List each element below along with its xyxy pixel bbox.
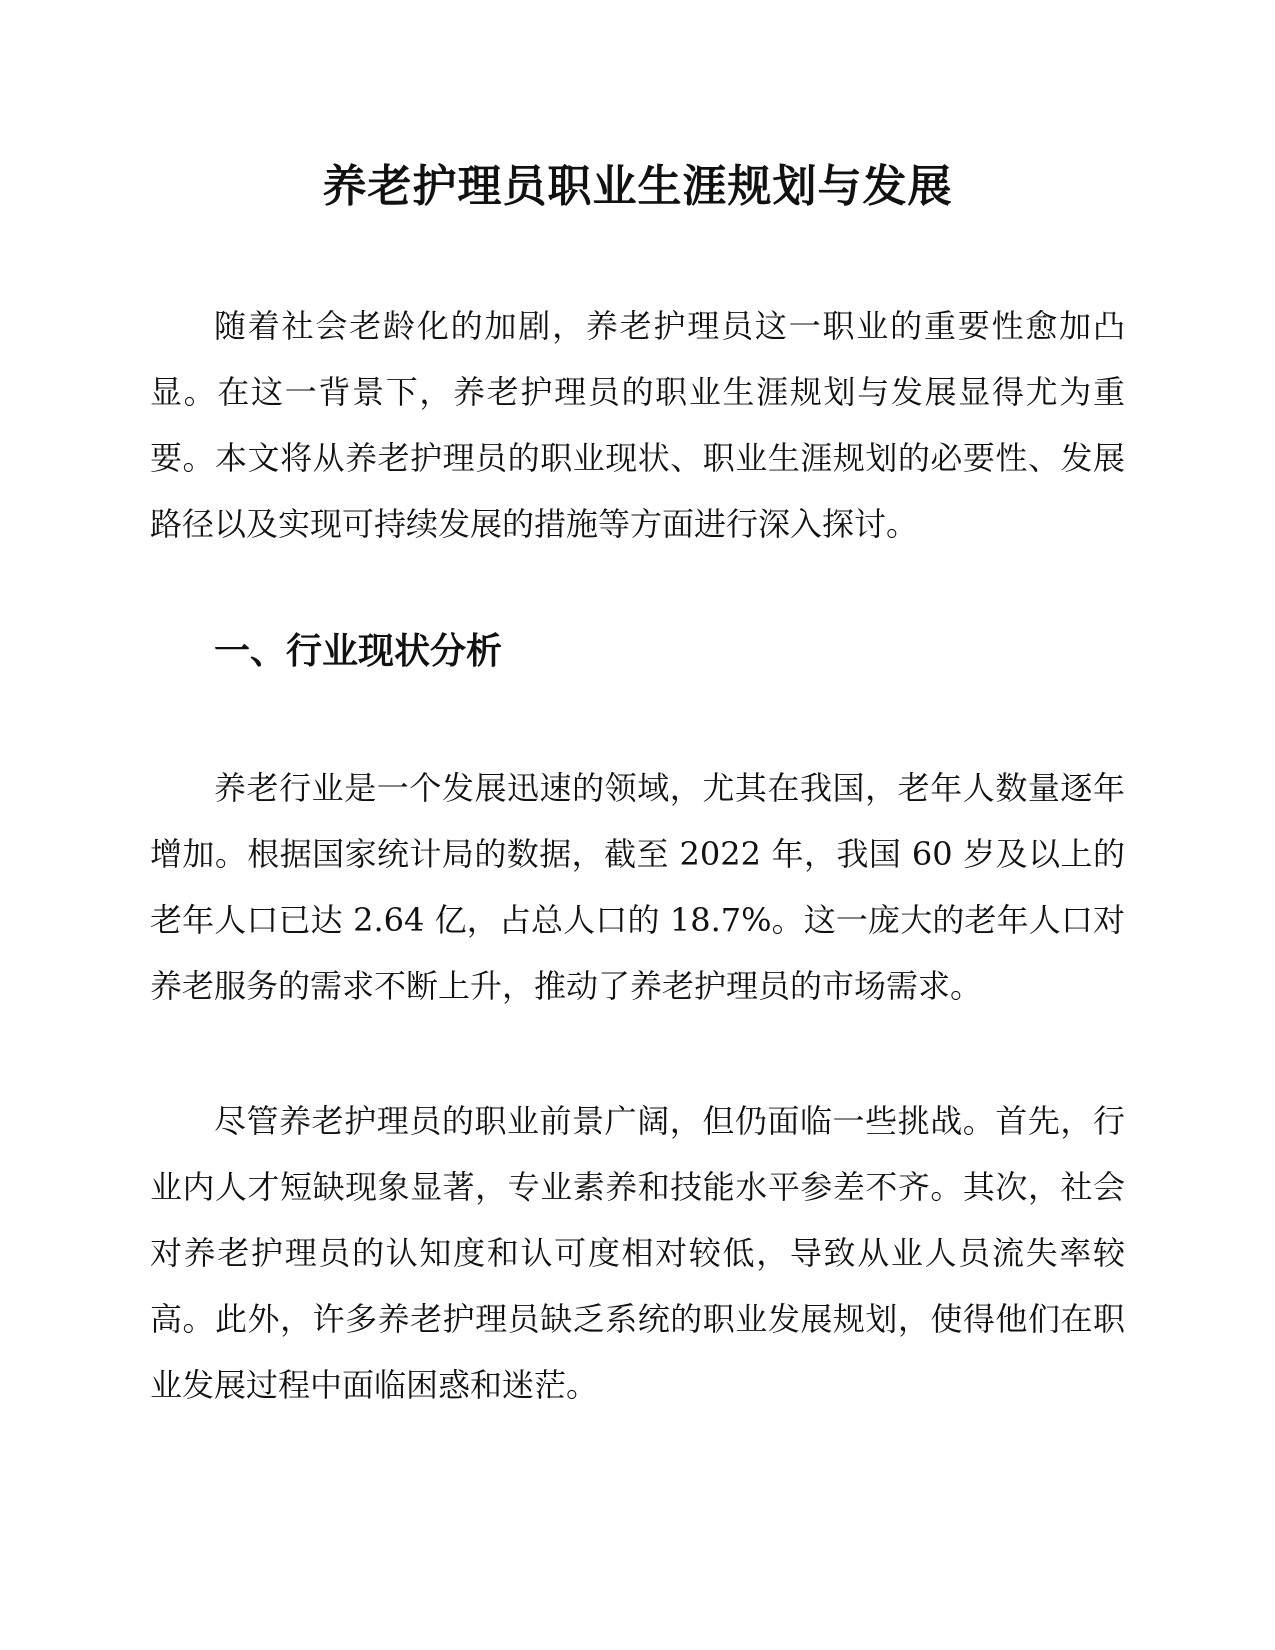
section-paragraph-1: 养老行业是一个发展迅速的领域，尤其在我国，老年人数量逐年增加。根据国家统计局的数据，截至 2022 年，我国 60 岁及以上的老年人口已达 2.64 亿，占总人口的 18.7%。这一庞大的老年人口对养老服务的需求不断上升，推动了养老护理员的市场需求。 <box>150 769 1125 1005</box>
document-title: 养老护理员职业生涯规划与发展 <box>322 161 953 212</box>
section-paragraph-2: 尽管养老护理员的职业前景广阔，但仍面临一些挑战。首先，行业内人才短缺现象显著，专业素养和技能水平参差不齐。其次，社会对养老护理员的认知度和认可度相对较低，导致从业人员流失率较高。此外，许多养老护理员缺乏系统的职业发展规划，使得他们在职业发展过程中面临困惑和迷茫。 <box>150 1102 1125 1404</box>
section-heading: 一、行业现状分析 <box>214 631 503 672</box>
intro-paragraph: 随着社会老龄化的加剧，养老护理员这一职业的重要性愈加凸显。在这一背景下，养老护理员的职业生涯规划与发展显得尤为重要。本文将从养老护理员的职业现状、职业生涯规划的必要性、发展路径以及实现可持续发展的措施等方面进行深入探讨。 <box>150 307 1125 543</box>
